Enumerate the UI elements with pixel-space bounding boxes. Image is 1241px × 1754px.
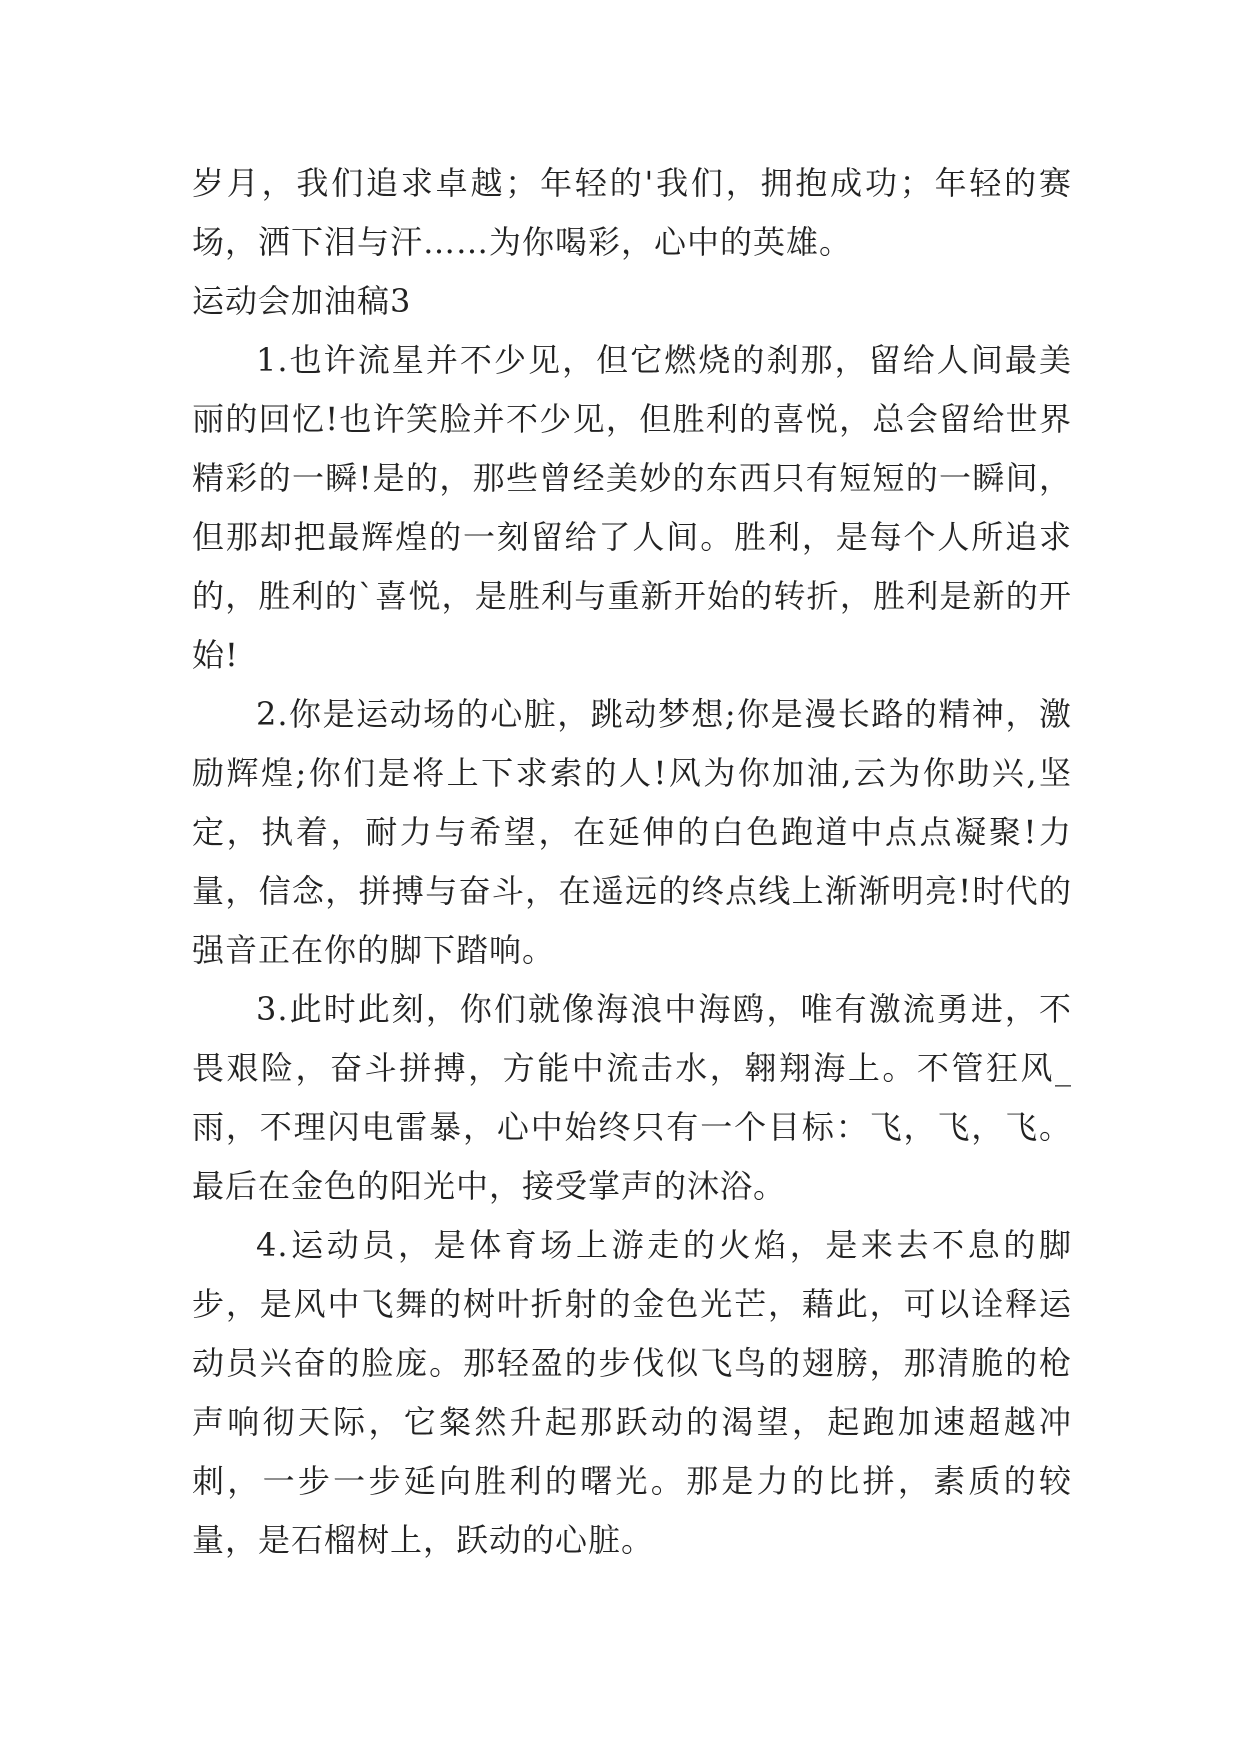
paragraph-2: 2.你是运动场的心脏，跳动梦想;你是漫长路的精神，激励辉煌;你们是将上下求索的人!风为你加油,云为你助兴,坚定，执着，耐力与希望，在延伸的白色跑道中点点凝聚!力量，信念，拼搏与奋斗，在遥远的终点线上渐渐明亮!时代的强音正在你的脚下踏响。 [192,695,1072,969]
paragraph-3: 3.此时此刻，你们就像海浪中海鸥，唯有激流勇进，不畏艰险，奋斗拼搏，方能中流击水，翱翔海上。不管狂风_雨，不理闪电雷暴，心中始终只有一个目标：飞，飞，飞。最后在金色的阳光中，接受掌声的沐浴。 [192,990,1072,1205]
paragraph-1: 1.也许流星并不少见，但它燃烧的刹那，留给人间最美丽的回忆!也许笑脸并不少见，但胜利的喜悦，总会留给世界精彩的一瞬!是的，那些曾经美妙的东西只有短短的一瞬间，但那却把最辉煌的一刻留给了人间。胜利，是每个人所追求的，胜利的`喜悦，是胜利与重新开始的转折，胜利是新的开始! [192,341,1072,674]
section-title: 运动会加油稿3 [192,282,412,320]
document-body [192,154,1072,1570]
continuation-paragraph: 岁月，我们追求卓越；年轻的'我们，拥抱成功；年轻的赛场，洒下泪与汗……为你喝彩，心中的英雄。 [192,164,1072,261]
paragraph-4: 4.运动员，是体育场上游走的火焰，是来去不息的脚步，是风中飞舞的树叶折射的金色光芒，藉此，可以诠释运动员兴奋的脸庞。那轻盈的步伐似飞鸟的翅膀，那清脆的枪声响彻天际，它粲然升起那跃动的渴望，起跑加速超越冲刺，一步一步延向胜利的曙光。那是力的比拼，素质的较量，是石榴树上，跃动的心脏。 [192,1226,1072,1559]
